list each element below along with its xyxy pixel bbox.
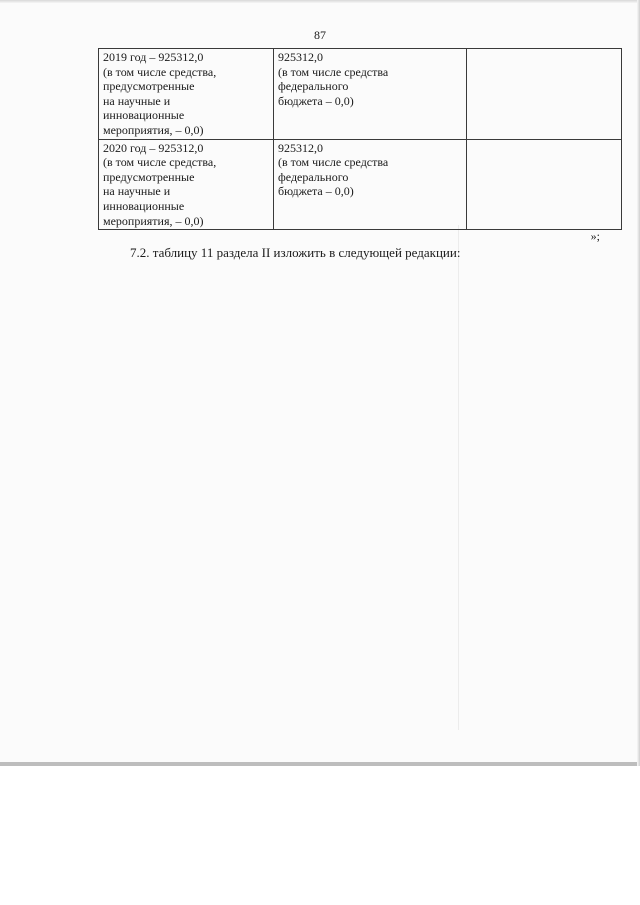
table-cell-empty: [467, 139, 622, 230]
body-paragraph: 7.2. таблицу 11 раздела II изложить в следующей редакции:: [130, 245, 461, 260]
cell-line: бюджета – 0,0): [278, 184, 354, 199]
cell-line: (в том числе средства,: [103, 155, 217, 170]
cell-line: мероприятия, – 0,0): [103, 122, 204, 137]
cell-line: (в том числе средства: [278, 64, 389, 79]
table-cell-empty: [467, 49, 622, 140]
cell-line: 2020 год – 925312,0: [103, 140, 204, 155]
page-number: 87: [314, 28, 326, 42]
table-cell-amount: [274, 139, 467, 230]
cell-line: на научные и: [103, 93, 171, 108]
cell-line: предусмотренные: [103, 169, 195, 184]
cell-line: предусмотренные: [103, 79, 195, 94]
table-cell-year-total: [99, 139, 274, 230]
table-cell-amount: [274, 49, 467, 140]
cell-line: (в том числе средства,: [103, 64, 217, 79]
cell-line: инновационные: [103, 198, 185, 213]
cell-line: бюджета – 0,0): [278, 93, 354, 108]
funding-table: [98, 48, 622, 230]
table-cell-year-total: [99, 49, 274, 140]
table-row: [99, 49, 622, 140]
blank-background: [0, 770, 640, 905]
cell-line: на научные и: [103, 184, 171, 199]
cell-line: (в том числе средства: [278, 155, 389, 170]
cell-line: федерального: [278, 79, 349, 94]
cell-line: инновационные: [103, 108, 185, 123]
closing-quote: »;: [590, 229, 600, 243]
cell-line: федерального: [278, 169, 349, 184]
scan-edge-top: [0, 0, 640, 3]
table-row: [99, 139, 622, 230]
cell-line: 925312,0: [278, 50, 323, 64]
cell-line: мероприятия, – 0,0): [103, 213, 204, 228]
cell-line: 2019 год – 925312,0: [103, 50, 204, 64]
scan-artifact-line: [458, 225, 459, 730]
cell-line: 925312,0: [278, 140, 323, 155]
